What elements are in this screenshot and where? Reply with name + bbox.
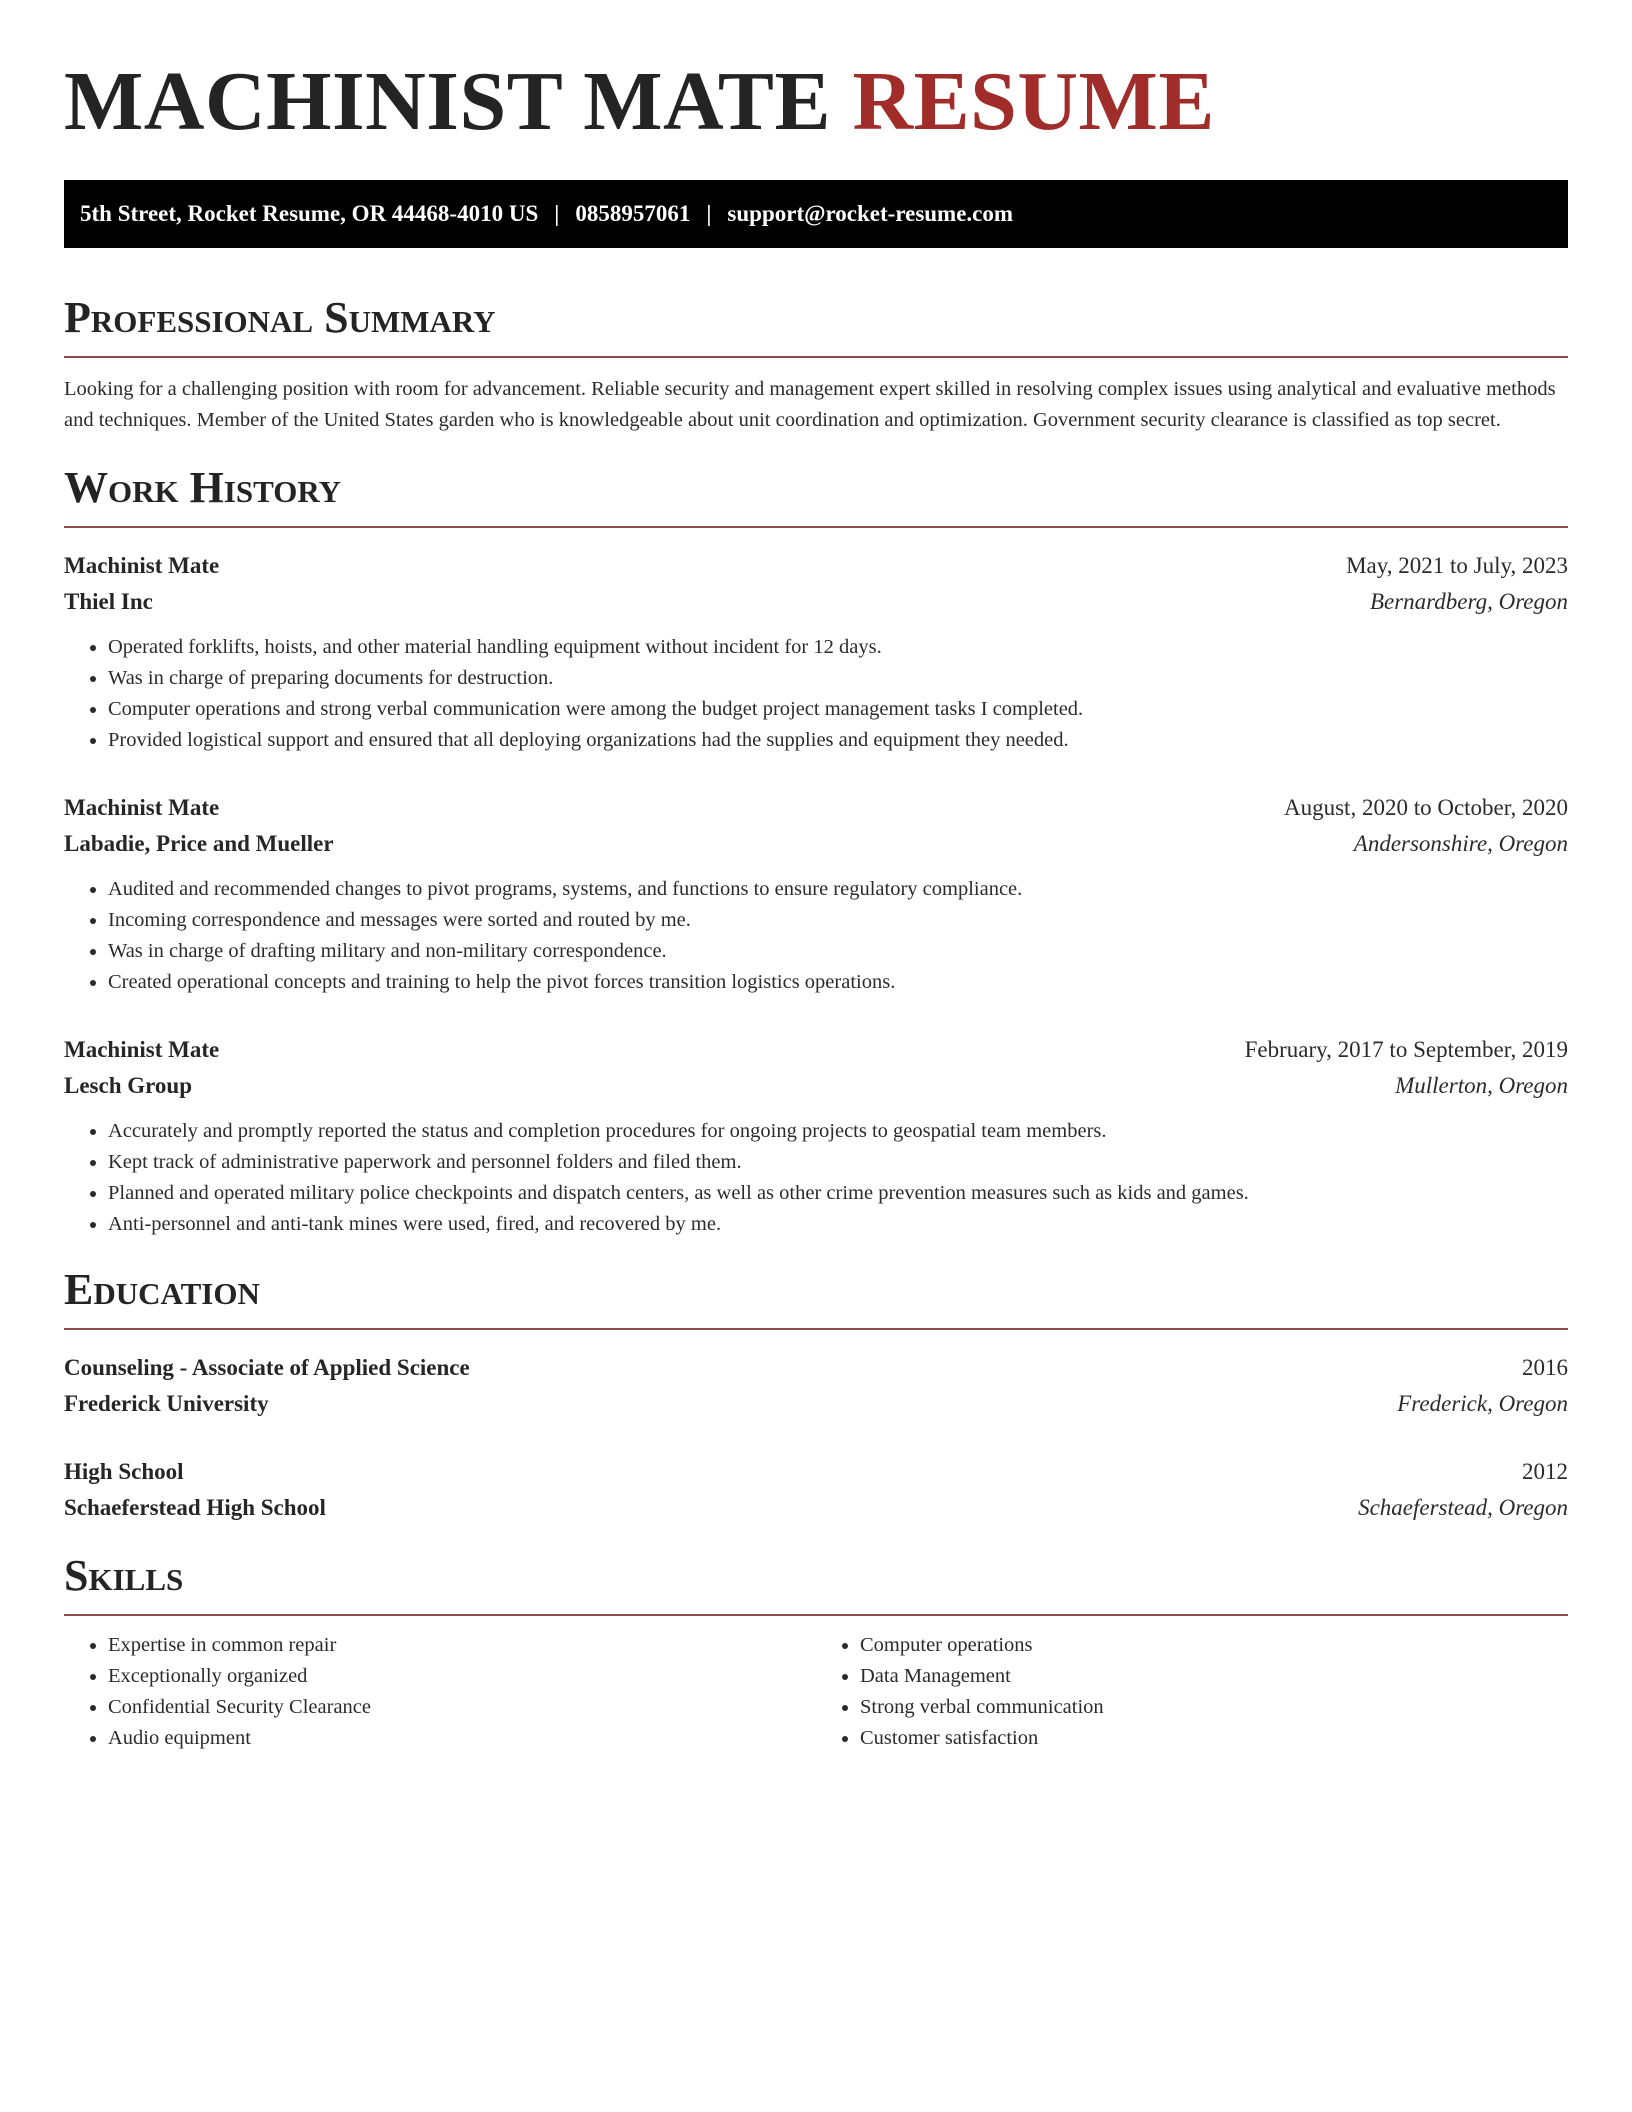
education-year: 2012 — [1522, 1459, 1568, 1484]
skill-item: • Audio equipment — [108, 1723, 816, 1754]
education-location: Frederick, Oregon — [1397, 1391, 1568, 1416]
job-duty: • Was in charge of preparing documents for destruction. — [108, 663, 1568, 694]
skill-item: • Customer satisfaction — [860, 1723, 1568, 1754]
job-title: Machinist Mate — [64, 795, 220, 820]
job-title: Machinist Mate — [64, 1037, 220, 1062]
job-duty: • Was in charge of drafting military and non-military correspondence. — [108, 936, 1568, 967]
section-heading: Professional Summary — [64, 293, 496, 342]
job-duty: • Computer operations and strong verbal communication were among the budget project management tasks I completed. — [108, 694, 1568, 725]
contact-separator: | — [706, 201, 712, 226]
skills-section — [64, 1551, 1568, 1754]
job-dates: May, 2021 to July, 2023 — [1346, 553, 1568, 578]
education-entry — [64, 1454, 1568, 1526]
job-duty: • Operated forklifts, hoists, and other material handling equipment without incident for 12 days. — [108, 632, 1568, 663]
title-main: MACHINIST MATE — [64, 55, 831, 148]
job-entry — [64, 1032, 1568, 1240]
job-duties-list — [64, 1116, 1568, 1240]
job-duties-list — [64, 632, 1568, 756]
education-section — [64, 1265, 1568, 1526]
job-dates: August, 2020 to October, 2020 — [1284, 795, 1568, 820]
job-company: Lesch Group — [64, 1073, 193, 1098]
section-divider — [64, 1328, 1568, 1330]
resume-title — [64, 55, 1568, 148]
job-duty: • Accurately and promptly reported the status and completion procedures for ongoing projects to geospatial team members. — [108, 1116, 1568, 1147]
section-heading: Skills — [64, 1551, 184, 1600]
skill-item: • Computer operations — [860, 1630, 1568, 1661]
summary-text: Looking for a challenging position with room for advancement. Reliable security and management expert skilled in resolving complex issues using analytical and evaluative methods and techniques. Member of the United States garden who is knowledgeable about unit coordination and optimization. Government security clearance is classified as top secret. — [64, 378, 1556, 431]
section-divider — [64, 526, 1568, 528]
job-duty: • Audited and recommended changes to pivot programs, systems, and functions to ensure regulatory compliance. — [108, 874, 1568, 905]
job-entry — [64, 790, 1568, 998]
section-heading: Education — [64, 1265, 260, 1314]
skills-list-right — [816, 1630, 1568, 1754]
job-company: Thiel Inc — [64, 589, 153, 614]
education-year: 2016 — [1522, 1355, 1568, 1380]
job-duties-list — [64, 874, 1568, 998]
contact-bar — [64, 180, 1568, 248]
job-location: Mullerton, Oregon — [1395, 1073, 1568, 1098]
title-accent: RESUME — [852, 55, 1215, 148]
education-location: Schaeferstead, Oregon — [1358, 1495, 1568, 1520]
job-location: Bernardberg, Oregon — [1369, 589, 1568, 614]
education-school: Frederick University — [64, 1391, 269, 1416]
job-duty: • Incoming correspondence and messages were sorted and routed by me. — [108, 905, 1568, 936]
summary-section — [64, 293, 1568, 436]
job-location: Andersonshire, Oregon — [1353, 831, 1568, 856]
education-degree: Counseling - Associate of Applied Science — [64, 1355, 470, 1380]
contact-address: 5th Street, Rocket Resume, OR 44468-4010 US — [80, 201, 539, 226]
job-entry — [64, 548, 1568, 756]
skill-item: • Confidential Security Clearance — [108, 1692, 816, 1723]
section-divider — [64, 356, 1568, 358]
section-heading: Work History — [64, 463, 342, 512]
skill-item: • Exceptionally organized — [108, 1661, 816, 1692]
job-duty: • Kept track of administrative paperwork and personnel folders and filed them. — [108, 1147, 1568, 1178]
education-school: Schaeferstead High School — [64, 1495, 326, 1520]
contact-email: support@rocket-resume.com — [727, 201, 1014, 226]
contact-separator: | — [554, 201, 560, 226]
education-entry — [64, 1350, 1568, 1422]
contact-phone: 0858957061 — [575, 201, 691, 226]
skill-item: • Data Management — [860, 1661, 1568, 1692]
job-duty: • Anti-personnel and anti-tank mines were used, fired, and recovered by me. — [108, 1209, 1568, 1240]
work-history-section — [64, 463, 1568, 1240]
skill-item: • Expertise in common repair — [108, 1630, 816, 1661]
skills-grid — [64, 1630, 1568, 1754]
job-dates: February, 2017 to September, 2019 — [1244, 1037, 1568, 1062]
skill-item: • Strong verbal communication — [860, 1692, 1568, 1723]
job-duty: • Planned and operated military police checkpoints and dispatch centers, as well as other crime prevention measures such as kids and games. — [108, 1178, 1568, 1209]
education-degree: High School — [64, 1459, 184, 1484]
job-company: Labadie, Price and Mueller — [64, 831, 334, 856]
job-duty: • Created operational concepts and training to help the pivot forces transition logistics operations. — [108, 967, 1568, 998]
section-divider — [64, 1614, 1568, 1616]
skills-list-left — [64, 1630, 816, 1754]
job-title: Machinist Mate — [64, 553, 220, 578]
job-duty: • Provided logistical support and ensured that all deploying organizations had the supplies and equipment they needed. — [108, 725, 1568, 756]
